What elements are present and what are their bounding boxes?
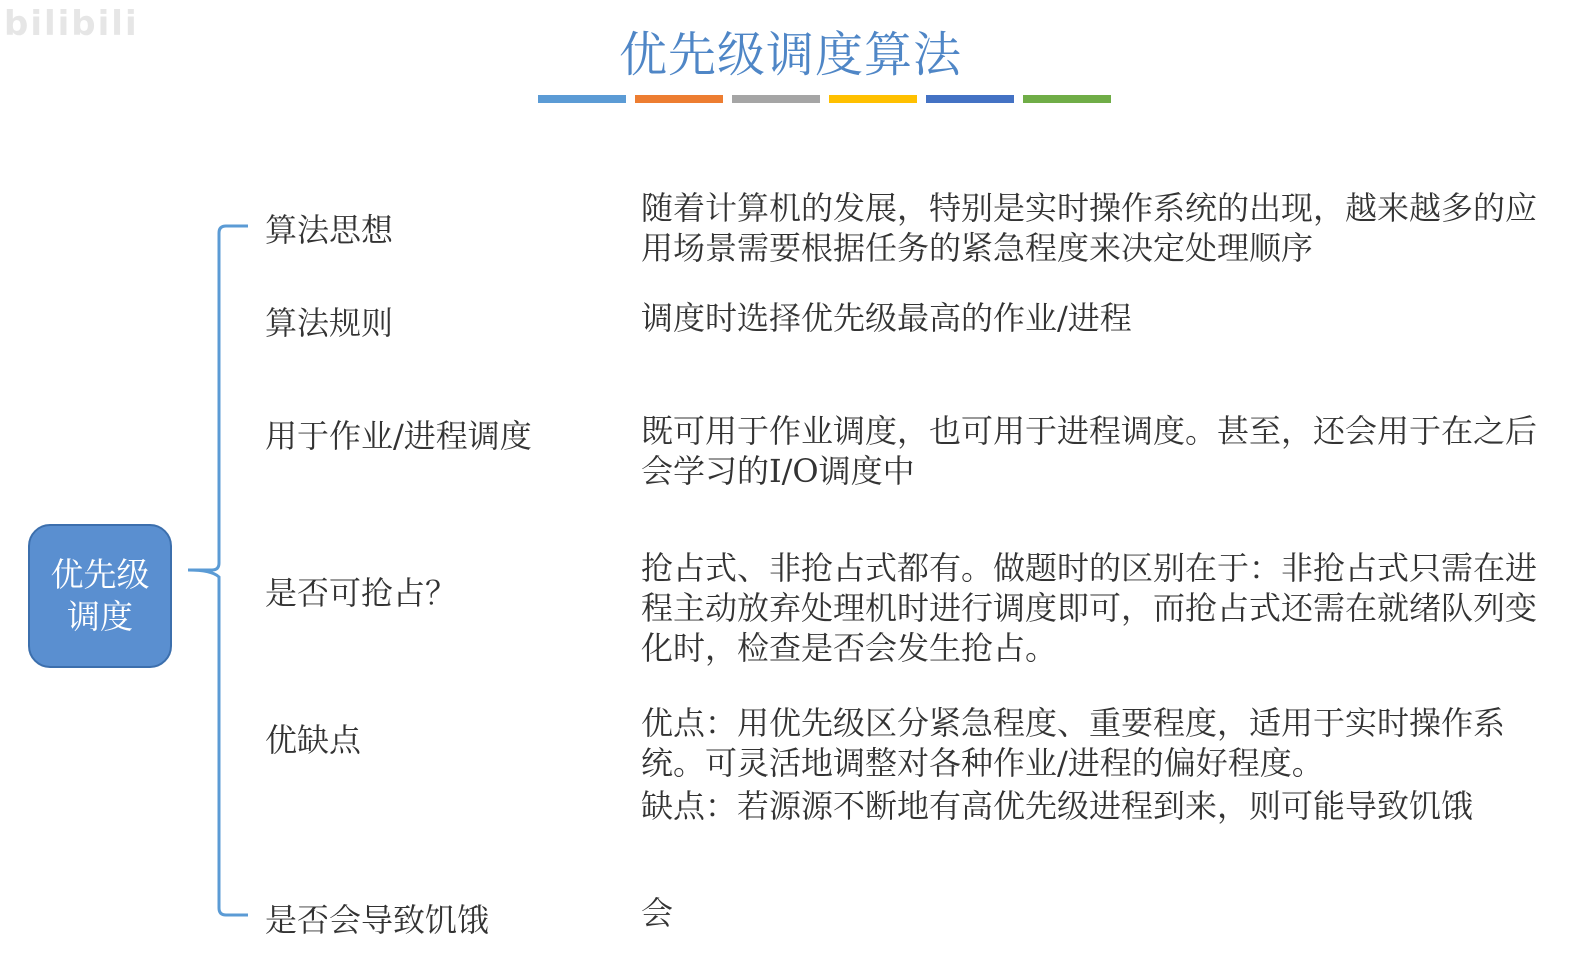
- row-label-starvation: 是否会导致饥饿: [265, 901, 490, 939]
- bracket-line: [188, 226, 248, 915]
- row-label-preemptive: 是否可抢占？: [265, 574, 458, 612]
- row-desc-idea: 随着计算机的发展，特别是实时操作系统的出现，越来越多的应用场景需要根据任务的紧急程度来决定处理顺序: [641, 189, 1538, 267]
- watermark: bilibili: [4, 4, 139, 44]
- accent-bar: [926, 95, 1014, 103]
- row-desc-cons: 缺点：若源源不断地有高优先级进程到来，则可能导致饥饿: [641, 787, 1474, 825]
- accent-bar: [829, 95, 917, 103]
- accent-bar: [1023, 95, 1111, 103]
- tree-bracket: [0, 0, 260, 958]
- accent-bar: [635, 95, 723, 103]
- accent-bar: [732, 95, 820, 103]
- row-label-rule: 算法规则: [265, 304, 394, 342]
- row-desc-rule: 调度时选择优先级最高的作业/进程: [641, 299, 1132, 337]
- row-label-usage: 用于作业/进程调度: [265, 417, 532, 455]
- accent-bar: [538, 95, 626, 103]
- row-desc-starvation: 会: [641, 894, 674, 932]
- page-title: 优先级调度算法: [618, 27, 962, 83]
- row-desc-pros: 优点：用优先级区分紧急程度、重要程度，适用于实时操作系统。可灵活地调整对各种作业/进程的偏好程度。: [641, 704, 1506, 782]
- row-desc-preemptive: 抢占式、非抢占式都有。做题时的区别在于：非抢占式只需在进程主动放弃处理机时进行调度即可，而抢占式还需在就绪队列变化时，检查是否会发生抢占。: [641, 549, 1538, 667]
- row-label-pros-cons: 优缺点: [265, 721, 362, 759]
- row-label-idea: 算法思想: [265, 211, 394, 249]
- row-desc-usage: 既可用于作业调度，也可用于进程调度。甚至，还会用于在之后会学习的I/O调度中: [641, 412, 1538, 490]
- root-node: 优先级调度: [28, 524, 172, 668]
